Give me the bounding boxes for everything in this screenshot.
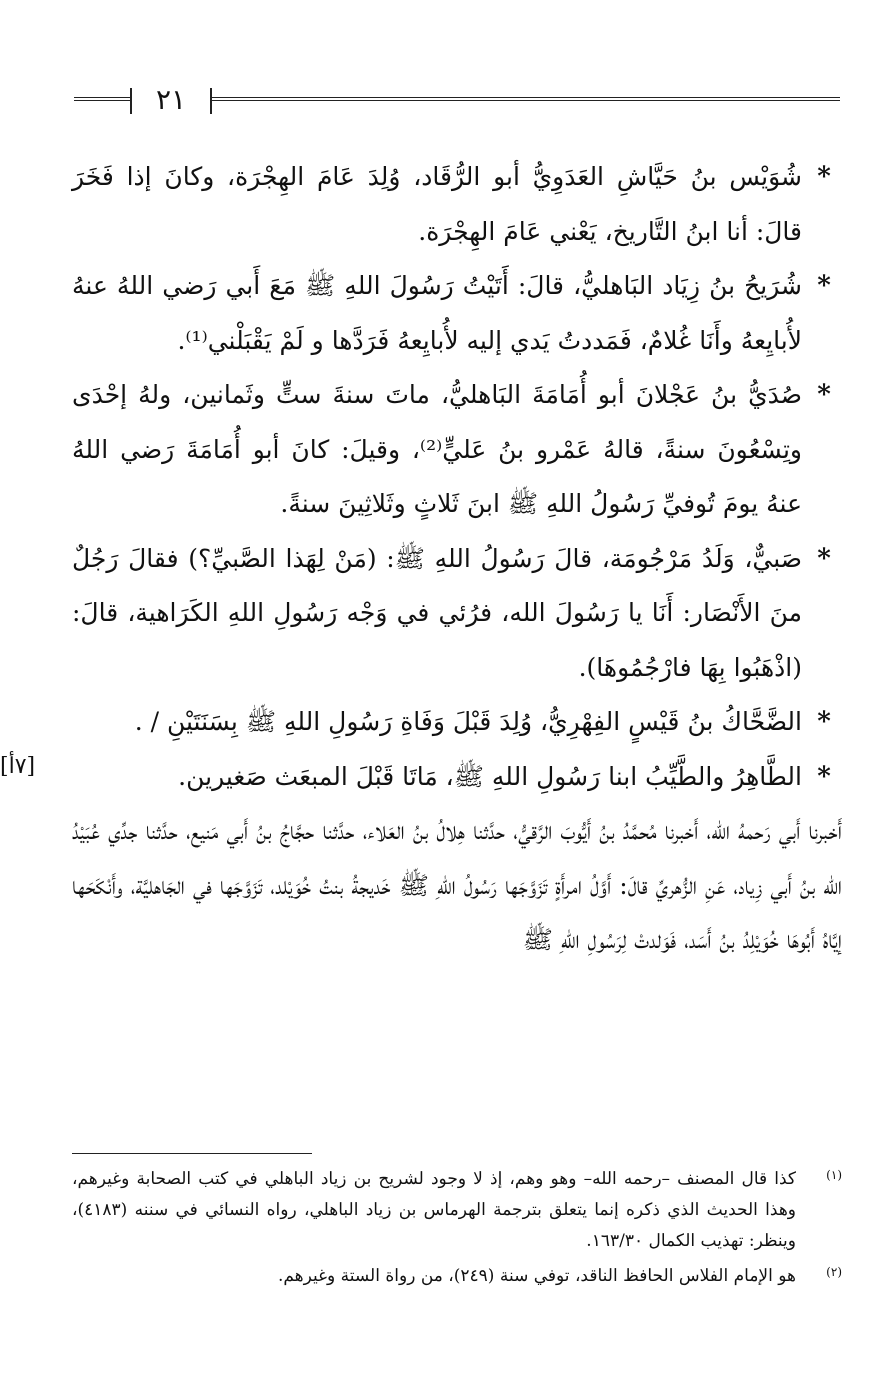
- entry-tahir-tayyib: [72, 750, 842, 805]
- header-rule-right: [212, 97, 840, 101]
- entry-marker: *: [817, 707, 831, 737]
- main-text: [72, 150, 842, 968]
- entry-marker: *: [817, 162, 831, 192]
- header-divider-right: [210, 88, 212, 114]
- entry-text: الضَّحَّاكُ بنُ قَيْسٍ الفِهْرِيُّ، وُلِدَ قَبْلَ وَفَاةِ رَسُولِ اللهِ ﷺ بِسَنَتَيْنِ / .: [134, 707, 802, 736]
- entry-text: الطَّاهِرُ والطَّيِّبُ ابنا رَسُولِ اللهِ ﷺ، مَاتَا قَبْلَ المبعَث صَغيرين.: [178, 761, 802, 791]
- entry-text: شُوَيْس بنُ حَيَّاشِ العَدَوِيُّ أبو الرُّقَاد، وُلِدَ عَامَ الهِجْرَة، وكانَ إذا فَخَرَ قالَ: أنا ابنُ التَّاريخ، يَعْني عَامَ الهِجْرَة.: [72, 162, 802, 246]
- entry-shuways: [72, 150, 842, 259]
- entry-text: صَبيٌّ، وَلَدُ مَرْجُومَة، قالَ رَسُولُ اللهِ ﷺ: (مَنْ لِهَذا الصَّبيِّ؟) فقالَ رَجُلٌ منَ الأَنْصَار: أَنَا يا رَسُولَ الله، فرُئي في وَجْه رَسُولِ اللهِ الكَرَاهية، قالَ: (اذْهَبُوا بِهَا فارْجُمُوهَا).: [72, 543, 802, 682]
- entry-dahhak: [72, 695, 842, 750]
- entry-text: شُرَيحُ بنُ زِيَاد البَاهليُّ، قالَ: أَتَيْتُ رَسُولَ اللهِ ﷺ مَعَ أَبي رَضي اللهُ عنهُ لأُبايِعهُ وأَنَا غُلامٌ، فَمَددتُ يَدي إليه لأُبايِعهُ فَرَدَّها و لَمْ يَقْبَلْني⁽¹⁾.: [72, 271, 802, 355]
- footnote-2: [72, 1261, 842, 1292]
- entry-marker: *: [817, 761, 831, 792]
- entry-suday: [72, 368, 842, 532]
- entry-marker: *: [817, 543, 831, 574]
- footnote-number: (٢): [826, 1265, 842, 1279]
- footnote-1: [72, 1164, 842, 1257]
- entry-marker: *: [817, 271, 831, 301]
- header-rule-left: [74, 97, 130, 101]
- page-number: ٢١: [155, 83, 187, 116]
- narration-paragraph: أَخبرنا أَبي رَحمهُ الله، أَخبرنا مُحمَّدُ بنُ أَيُّوبَ الرَّقيُّ، حدَّثنا هِلالُ بنُ العَلاء، حدَّثنا حجَّاجُ بنُ أَبي مَنيع، حدَّثنا جدِّي عُبَيْدُ الله بنُ أَبي زِياد، عَنِ الزُّهريِّ قالَ: أَوَّلُ امرأَةٍ تَزَوَّجَها رَسُولُ اللهِ ﷺ خَديجةُ بنتُ خُوَيْلد، تَزَوَّجَها في الجَاهليَّة، وأَنْكَحَها إيَّاهُ أَبُوهَا خُوَيْلِدُ بنُ أَسَد، فَوَلدتْ لِرَسُولِ اللهِ ﷺ: [72, 816, 842, 954]
- entry-shurayh: [72, 259, 842, 368]
- entry-sabiy: [72, 532, 842, 696]
- footnote-text: هو الإمام الفلاس الحافظ الناقد، توفي سنة (٢٤٩)، من رواة الستة وغيرهم.: [277, 1266, 796, 1286]
- footnote-text: كذا قال المصنف –رحمه الله– وهو وهم، إذ لا وجود لشريح بن زياد الباهلي في كتب الصحابة وغيرهم، وهذا الحديث الذي ذكره إنما يتعلق بترجمة الهرماس بن زياد الباهلي، رواه النسائي في سننه (٤١٨٣)، وينظر: تهذيب الكمال ١٦٣/٣٠.: [72, 1169, 796, 1251]
- margin-note: [٧أ]: [0, 754, 36, 779]
- entry-text: صُدَيُّ بنُ عَجْلانَ أبو أُمَامَةَ البَاهليُّ، ماتَ سنةَ ستٍّ وثَمانين، ولهُ إحْدَى وتِسْعُونَ سنةً، قالهُ عَمْرو بنُ عَليٍّ⁽²⁾، وقيلَ: كانَ أبو أُمَامَةَ رَضي اللهُ عنهُ يومَ تُوفيِّ رَسُولُ اللهِ ﷺ ابنَ ثَلاثٍ وثَلاثِينَ سنةً.: [72, 380, 802, 518]
- footnote-number: (١): [826, 1168, 842, 1182]
- header-divider-left: [130, 88, 132, 114]
- footnotes: [72, 1164, 842, 1292]
- footnote-separator: [72, 1153, 312, 1154]
- entry-marker: *: [817, 380, 831, 410]
- page-header: [74, 84, 840, 124]
